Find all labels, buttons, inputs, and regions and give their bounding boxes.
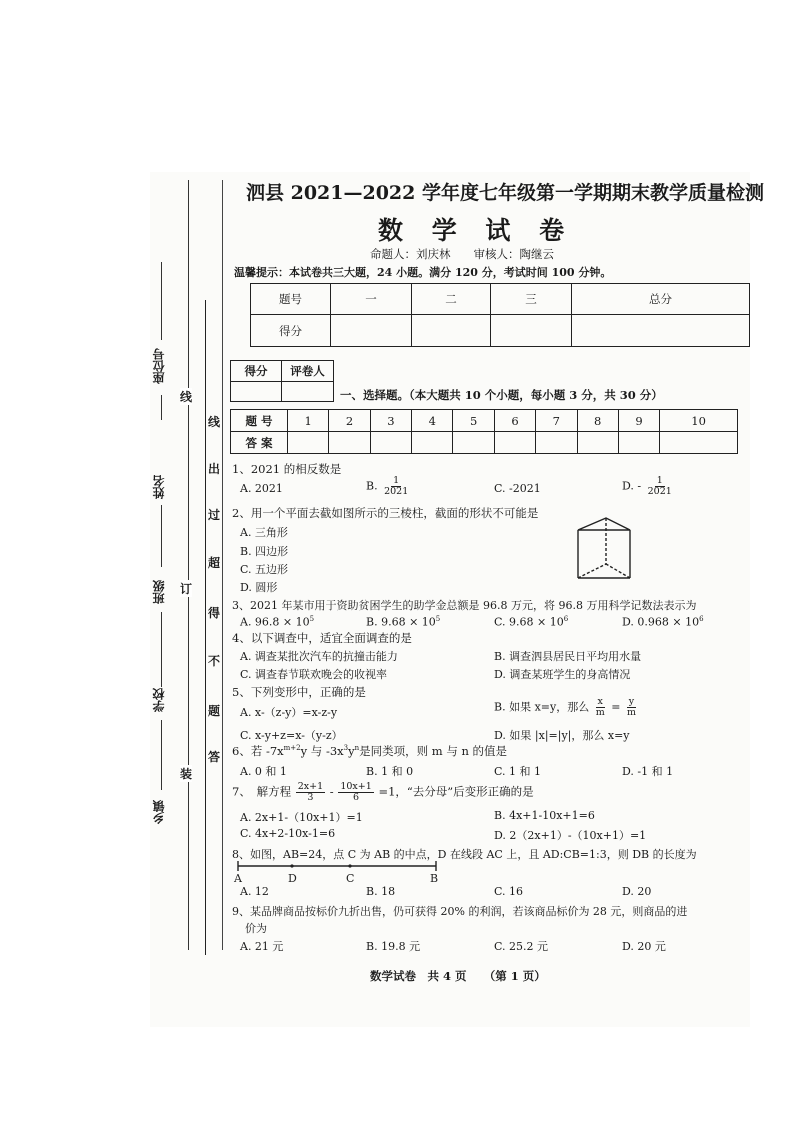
q1-option-b-prefix: B. [366, 479, 378, 493]
q7-option-c: C. 4x+2-10x-1=6 [240, 827, 336, 840]
q9-option-d: D. 20 元 [622, 940, 666, 953]
q3-b-text: B. 9.68 × 10 [366, 615, 436, 629]
q1-stem: 1、2021 的相反数是 [232, 462, 342, 476]
q3-c-exp: 6 [563, 615, 569, 623]
answer-num-5: 5 [453, 410, 494, 432]
answer-num-label: 题 号 [231, 410, 288, 432]
warning-char-2: 出 [208, 462, 221, 476]
q3-a-exp: 5 [309, 615, 315, 623]
q6-exp1: m+2 [283, 744, 301, 753]
q2-option-d: D. 圆形 [240, 581, 278, 594]
school-blank [161, 720, 162, 790]
q6-option-c: C. 1 和 1 [494, 765, 542, 778]
answer-num-7: 7 [536, 410, 577, 432]
score-cell-total[interactable] [572, 315, 750, 347]
margin-cut-line [205, 300, 207, 955]
q1-option-b-fraction [382, 476, 410, 497]
q1-option-d-fraction [646, 476, 674, 497]
name-label: 姓名 [152, 475, 166, 499]
class-label: 班级 [152, 580, 166, 604]
q3-a-text: A. 96.8 × 10 [240, 615, 310, 629]
q8-label-c: C [346, 872, 355, 884]
answer-cell-7[interactable] [536, 432, 577, 454]
answer-table [230, 409, 738, 454]
q9-option-c: C. 25.2 元 [494, 940, 549, 953]
q3-d-text: D. 0.968 × 10 [622, 615, 700, 629]
q4-option-d: D. 调查某班学生的身高情况 [494, 668, 631, 681]
q2-option-a: A. 三角形 [240, 526, 288, 539]
q1-d-den: 2021 [647, 485, 672, 497]
seal-line-char: 线 [180, 390, 193, 404]
seat-number-label: 座位号 [152, 348, 166, 384]
q7-stem [232, 782, 534, 803]
warning-char-4: 超 [208, 556, 221, 570]
q5-b-eq: = [611, 700, 621, 714]
q8-label-b: B [430, 872, 439, 884]
grader-score-cell[interactable] [231, 382, 282, 402]
score-header-3: 三 [491, 284, 572, 315]
grader-score-label: 得分 [231, 361, 282, 382]
q8-option-a: A. 12 [240, 885, 269, 898]
q3-c-text: C. 9.68 × 10 [494, 615, 564, 629]
grader-box [230, 360, 334, 402]
answer-num-9: 9 [618, 410, 659, 432]
q7-option-d: D. 2（2x+1）-（10x+1）=1 [494, 829, 647, 842]
q6-option-d: D. -1 和 1 [622, 765, 674, 778]
q7-option-a: A. 2x+1-（10x+1）=1 [240, 811, 363, 824]
q7-n1: 2x+1 [297, 781, 324, 792]
name-blank [161, 505, 162, 567]
q4-stem: 4、以下调查中，适宜全面调查的是 [232, 631, 412, 645]
q8-label-a: A [234, 872, 242, 884]
q3-b-exp: 5 [435, 615, 441, 623]
q5-b-fraction-2 [625, 697, 638, 718]
q9-option-b: B. 19.8 元 [366, 940, 421, 953]
q6-stem-a: 6、若 -7x [232, 744, 284, 758]
q7-stem-b: =1，“去分母”后变形正确的是 [378, 784, 534, 799]
seal-bind-char: 装 [180, 767, 193, 781]
q3-d-exp: 6 [699, 615, 704, 623]
q3-option-d [622, 615, 704, 629]
score-cell-1[interactable] [331, 315, 412, 347]
town-label: 乡镇 [152, 800, 166, 824]
q1-d-num: 1 [656, 475, 663, 486]
q4-option-b: B. 调查泗县居民日平均用水量 [494, 650, 642, 663]
q3-option-a [240, 615, 314, 629]
answer-num-8: 8 [577, 410, 618, 432]
score-header-label: 题号 [251, 284, 331, 315]
binding-margin [0, 0, 230, 1000]
q1-option-c: C. -2021 [494, 482, 541, 495]
score-header-2: 二 [412, 284, 491, 315]
answer-cell-1[interactable] [288, 432, 329, 454]
q2-option-c: C. 五边形 [240, 563, 289, 576]
warning-char-5: 得 [208, 606, 221, 620]
answer-cell-6[interactable] [494, 432, 535, 454]
seat-number-blank [161, 262, 162, 340]
q6-exp3: n [354, 744, 360, 753]
q5-b-num2: y [628, 696, 635, 707]
school-label: 学校 [152, 688, 166, 712]
q1-option-d [622, 476, 675, 497]
q6-stem-b: y 与 -3x [300, 744, 344, 758]
q5-option-b [494, 697, 639, 718]
q1-option-a: A. 2021 [240, 482, 283, 495]
q7-d2: 6 [353, 791, 360, 803]
margin-outer-line [188, 180, 189, 950]
warning-char-7: 题 [208, 704, 221, 718]
answer-cell-10[interactable] [660, 432, 738, 454]
q3-option-c [494, 615, 568, 629]
q7-d1: 3 [307, 791, 314, 803]
answer-num-3: 3 [370, 410, 411, 432]
q2-stem: 2、用一个平面去截如图所示的三棱柱，截面的形状不可能是 [232, 506, 539, 520]
score-table [250, 283, 750, 347]
q6-stem [232, 743, 507, 759]
answer-num-10: 10 [660, 410, 738, 432]
class-blank [161, 612, 162, 687]
answer-num-4: 4 [412, 410, 453, 432]
seal-order-char: 订 [180, 582, 193, 596]
exam-notice: 温馨提示：本试卷共三大题，24 小题。满分 120 分，考试时间 100 分钟。 [234, 266, 612, 279]
answer-cell-2[interactable] [329, 432, 370, 454]
q5-b-fraction-1 [594, 697, 607, 718]
q9-stem: 9、某品牌商品按标价九折出售，仍可获得 20% 的利润，若该商品标价为 28 元，则商品的进 [232, 905, 688, 918]
q4-option-c: C. 调查春节联欢晚会的收视率 [240, 668, 388, 681]
q5-option-d: D. 如果 |x|=|y|，那么 x=y [494, 729, 630, 742]
score-header-total: 总分 [572, 284, 750, 315]
answer-cell-5[interactable] [453, 432, 494, 454]
q3-option-b [366, 615, 440, 629]
q4-option-a: A. 调查某批次汽车的抗撞击能力 [240, 650, 398, 663]
q5-b-num1: x [597, 696, 603, 707]
q5-b-den1: m [595, 706, 605, 718]
score-cell-3[interactable] [491, 315, 572, 347]
q6-stem-c: y [348, 744, 355, 758]
q5-stem: 5、下列变形中，正确的是 [232, 685, 366, 699]
q1-option-d-prefix: D. - [622, 479, 642, 493]
score-header-1: 一 [331, 284, 412, 315]
q7-option-b: B. 4x+1-10x+1=6 [494, 809, 595, 822]
page-footer: 数学试卷 共 4 页 （第 1 页） [370, 969, 546, 983]
seat-number-blank-2 [161, 395, 162, 420]
q2-option-b: B. 四边形 [240, 545, 289, 558]
answer-num-1: 1 [288, 410, 329, 432]
q6-stem-d: 是同类项，则 m 与 n 的值是 [359, 744, 508, 758]
q8-option-b: B. 18 [366, 885, 396, 898]
warning-char-3: 过 [208, 508, 221, 522]
score-row-label: 得分 [251, 315, 331, 347]
q8-option-d: D. 20 [622, 885, 652, 898]
triangular-prism-figure [574, 512, 636, 582]
q7-stem-a: 7、 解方程 [232, 784, 292, 799]
q6-exp2: 3 [343, 744, 349, 753]
answer-cell-4[interactable] [412, 432, 453, 454]
warning-char-1: 线 [208, 415, 221, 429]
q1-option-b [366, 476, 411, 497]
q5-option-a: A. x-（z-y）=x-z-y [240, 706, 338, 719]
q6-option-b: B. 1 和 0 [366, 765, 414, 778]
margin-inner-line [222, 180, 223, 950]
answer-ans-label: 答 案 [231, 432, 288, 454]
answer-num-2: 2 [329, 410, 370, 432]
q5-b-den2: m [626, 706, 636, 718]
answer-cell-8[interactable] [577, 432, 618, 454]
grader-name-cell[interactable] [282, 382, 334, 402]
q5-option-c: C. x-y+z=x-（y-z） [240, 729, 343, 742]
q7-fraction-2 [338, 782, 373, 803]
warning-char-8: 答 [208, 750, 221, 764]
section1-title: 一、选择题。（本大题共 10 个小题，每小题 3 分，共 30 分） [340, 388, 663, 402]
q8-segment-figure [232, 858, 452, 884]
grader-name-label: 评卷人 [282, 361, 334, 382]
exam-title: 泗县 2021—2022 学年度七年级第一学期期末教学质量检测 [246, 182, 764, 204]
q8-label-d: D [288, 872, 297, 884]
q3-stem: 3、2021 年某市用于资助贫困学生的助学金总额是 96.8 万元，将 96.8 万用科学记数法表示为 [232, 599, 697, 612]
q9-option-a: A. 21 元 [240, 940, 284, 953]
q6-option-a: A. 0 和 1 [240, 765, 287, 778]
score-cell-2[interactable] [412, 315, 491, 347]
answer-num-6: 6 [494, 410, 535, 432]
q8-stem: 8、如图，AB=24，点 C 为 AB 的中点，D 在线段 AC 上，且 AD:CB=1:3，则 DB 的长度为 [232, 848, 697, 861]
warning-char-6: 不 [208, 654, 221, 668]
q1-b-den: 2021 [384, 485, 409, 497]
q1-b-num: 1 [393, 475, 400, 486]
q9-stem-continued: 价为 [245, 922, 267, 935]
answer-cell-9[interactable] [618, 432, 659, 454]
exam-subtitle: 数 学 试 卷 [378, 216, 575, 245]
answer-cell-3[interactable] [370, 432, 411, 454]
q5-b-prefix: B. 如果 x=y，那么 [494, 700, 590, 714]
q7-minus: - [329, 784, 334, 799]
q8-option-c: C. 16 [494, 885, 524, 898]
q7-n2: 10x+1 [340, 781, 372, 792]
q7-fraction-1 [296, 782, 325, 803]
exam-authors: 命题人：刘庆林 审核人：陶继云 [370, 247, 554, 261]
